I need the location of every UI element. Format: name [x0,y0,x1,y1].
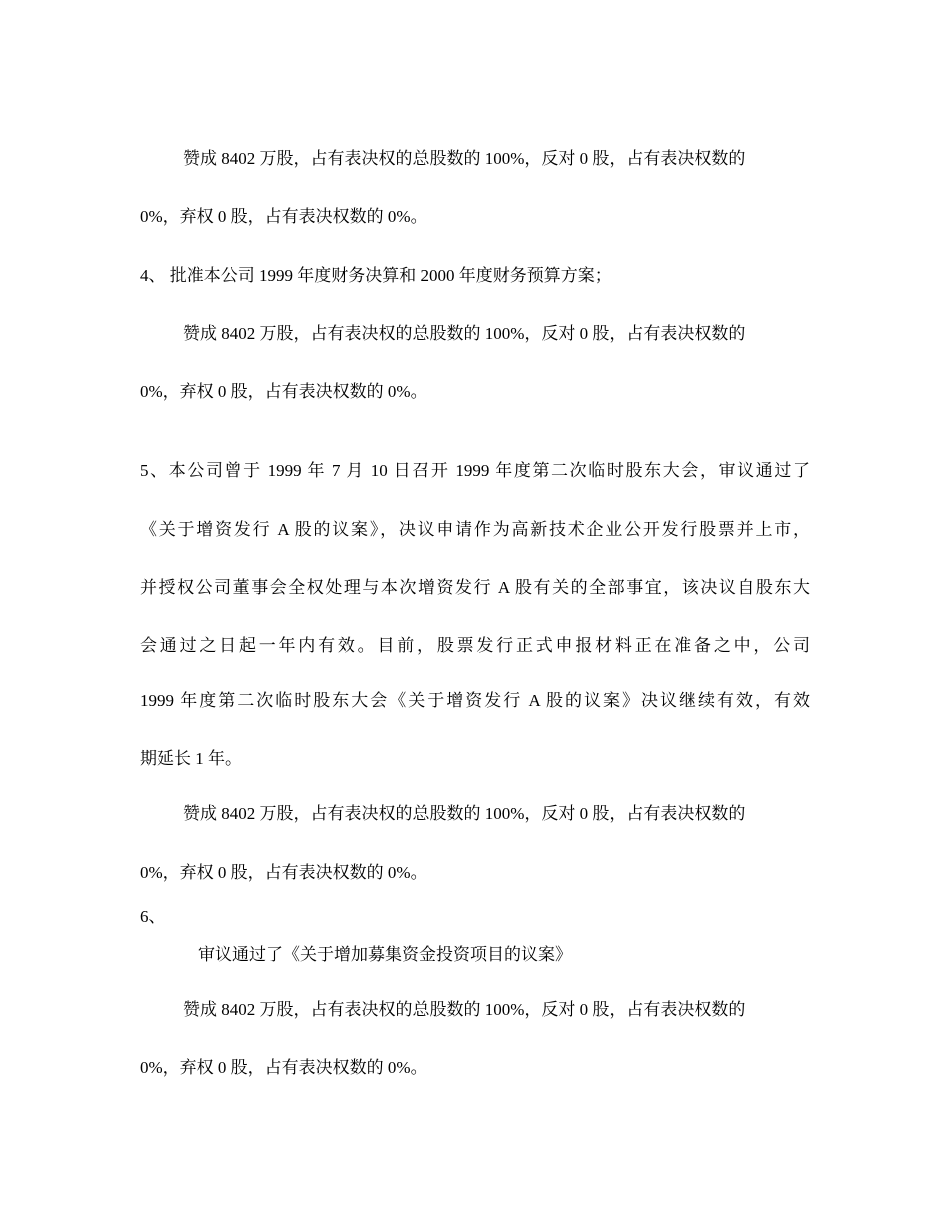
item-5-paragraph-line: 会通过之日起一年内有效。目前，股票发行正式申报材料正在准备之中，公司 [140,636,810,655]
vote-result-line-1: 赞成 8402 万股，占有表决权的总股数的 100%，反对 0 股，占有表决权数的 [183,1000,746,1019]
vote-result-line-2: 0%，弃权 0 股，占有表决权数的 0%。 [140,207,428,226]
vote-result-line-1: 赞成 8402 万股，占有表决权的总股数的 100%，反对 0 股，占有表决权数的 [183,149,746,168]
vote-result-line-2: 0%，弃权 0 股，占有表决权数的 0%。 [140,1058,428,1077]
item-6-heading: 审议通过了《关于增加募集资金投资项目的议案》 [198,945,572,964]
item-4-heading: 4、 批准本公司 1999 年度财务决算和 2000 年度财务预算方案； [140,266,612,285]
vote-result-line-1: 赞成 8402 万股，占有表决权的总股数的 100%，反对 0 股，占有表决权数的 [183,804,746,823]
vote-result-line-1: 赞成 8402 万股，占有表决权的总股数的 100%，反对 0 股，占有表决权数的 [183,324,746,343]
item-5-paragraph-line: 5、本公司曾于 1999 年 7 月 10 日召开 1999 年度第二次临时股东大会，审议通过了 [140,461,810,480]
vote-result-line-2: 0%，弃权 0 股，占有表决权数的 0%。 [140,382,428,401]
item-5-paragraph-line: 期延长 1 年。 [140,749,242,768]
item-5-paragraph-line: 《关于增资发行 A 股的议案》，决议申请作为高新技术企业公开发行股票并上市， [140,520,810,539]
item-5-paragraph-line: 并授权公司董事会全权处理与本次增资发行 A 股有关的全部事宜，该决议自股东大 [140,578,810,597]
vote-result-line-2: 0%，弃权 0 股，占有表决权数的 0%。 [140,863,428,882]
item-5-paragraph-line: 1999 年度第二次临时股东大会《关于增资发行 A 股的议案》决议继续有效，有效 [140,691,810,710]
item-6-number: 6、 [140,907,166,926]
